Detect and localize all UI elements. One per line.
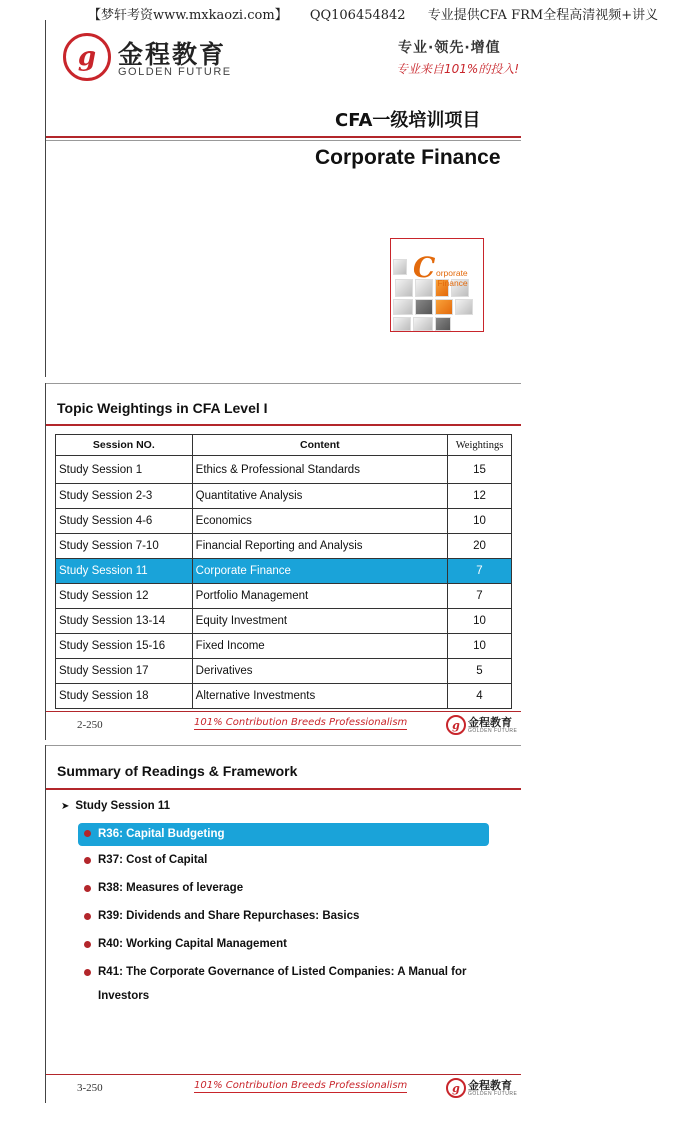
slide3-footer-brand-cn: 金程教育 xyxy=(468,1079,512,1092)
slide2-footer-logo-icon: g xyxy=(446,715,466,735)
session-cell: Study Session 12 xyxy=(56,584,193,609)
slide2-footer-brand-cn: 金程教育 xyxy=(468,716,512,729)
column-header-content: Content xyxy=(192,435,447,456)
column-header-weightings: Weightings xyxy=(448,435,512,456)
table-row xyxy=(56,509,512,534)
list-item: R39: Dividends and Share Repurchases: Basics xyxy=(78,902,489,930)
weight-cell: 7 xyxy=(448,559,512,584)
list-item-highlighted: R36: Capital Budgeting xyxy=(78,823,489,846)
content-cell: Portfolio Management xyxy=(192,584,447,609)
table-row xyxy=(56,684,512,709)
slide1-divider xyxy=(46,136,521,138)
session-cell: Study Session 7-10 xyxy=(56,534,193,559)
slide2-footer-divider xyxy=(46,711,521,712)
content-cell: Derivatives xyxy=(192,659,447,684)
content-cell: Corporate Finance xyxy=(192,559,447,584)
bullet-icon xyxy=(84,830,91,837)
slide3-footer-logo-icon: g xyxy=(446,1078,466,1098)
session-cell: Study Session 11 xyxy=(56,559,193,584)
weight-cell: 4 xyxy=(448,684,512,709)
slide3-page-number: 3-250 xyxy=(77,1082,103,1094)
golden-future-logo-icon: g xyxy=(63,33,111,81)
weight-cell: 15 xyxy=(448,456,512,484)
weight-cell: 20 xyxy=(448,534,512,559)
table-row xyxy=(56,584,512,609)
slide3-title: Summary of Readings & Framework xyxy=(57,763,298,779)
table-row xyxy=(56,659,512,684)
header-site: 【梦轩考资www.mxkaozi.com】 xyxy=(88,8,288,23)
table-header-row xyxy=(56,435,512,456)
weight-cell: 7 xyxy=(448,584,512,609)
session-cell: Study Session 13-14 xyxy=(56,609,193,634)
list-item: R40: Working Capital Management xyxy=(78,930,489,958)
slide2-footer-slogan: 101% Contribution Breeds Professionalism xyxy=(194,717,408,728)
list-item: R37: Cost of Capital xyxy=(78,846,489,874)
session-label: Study Session 11 xyxy=(75,800,170,812)
slide3-left-border xyxy=(45,745,46,1103)
readings-list xyxy=(78,823,489,1008)
topic-weightings-table xyxy=(55,434,512,709)
weight-cell: 10 xyxy=(448,509,512,534)
page-header xyxy=(88,4,676,23)
session-cell: Study Session 17 xyxy=(56,659,193,684)
slide3-footer-divider xyxy=(46,1074,521,1075)
session-cell: Study Session 2-3 xyxy=(56,484,193,509)
content-cell: Equity Investment xyxy=(192,609,447,634)
slide3-top-border xyxy=(46,745,521,746)
arrow-bullet-icon: ➤ xyxy=(61,801,70,812)
content-cell: Economics xyxy=(192,509,447,534)
table-row-highlighted xyxy=(56,559,512,584)
slide2-title-divider xyxy=(46,424,521,426)
bullet-icon xyxy=(84,913,91,920)
table-row xyxy=(56,609,512,634)
session-cell: Study Session 4-6 xyxy=(56,509,193,534)
bullet-icon xyxy=(84,885,91,892)
session-cell: Study Session 1 xyxy=(56,456,193,484)
weight-cell: 10 xyxy=(448,609,512,634)
table-row xyxy=(56,456,512,484)
slide2-top-border xyxy=(46,383,521,384)
session-heading xyxy=(61,800,170,812)
slide2-title: Topic Weightings in CFA Level I xyxy=(57,400,268,416)
table-row xyxy=(56,484,512,509)
cover-letter-c: C xyxy=(413,251,436,284)
main-title: Corporate Finance xyxy=(315,146,501,169)
bullet-icon xyxy=(84,857,91,864)
slide1-divider-thin xyxy=(46,140,521,141)
corporate-finance-cover-image xyxy=(390,238,484,332)
project-title: CFA一级培训项目 xyxy=(335,110,481,131)
content-cell: Ethics & Professional Standards xyxy=(192,456,447,484)
slide2-left-border xyxy=(45,383,46,740)
bullet-icon xyxy=(84,969,91,976)
slide3-footer-brand-en: GOLDEN FUTURE xyxy=(468,1091,518,1097)
slogan-secondary: 专业来自101%的投入! xyxy=(396,62,520,76)
content-cell: Financial Reporting and Analysis xyxy=(192,534,447,559)
content-cell: Alternative Investments xyxy=(192,684,447,709)
table-row xyxy=(56,534,512,559)
column-header-session: Session NO. xyxy=(56,435,193,456)
slogan-primary: 专业·领先·增值 xyxy=(398,40,501,56)
bullet-icon xyxy=(84,941,91,948)
header-service: 专业提供CFA FRM全程高清视频+讲义 xyxy=(427,8,659,23)
table-row xyxy=(56,634,512,659)
slide3-footer-slogan: 101% Contribution Breeds Professionalism xyxy=(194,1080,408,1091)
list-item: R38: Measures of leverage xyxy=(78,874,489,902)
slide2-footer-brand-en: GOLDEN FUTURE xyxy=(468,728,518,734)
content-cell: Fixed Income xyxy=(192,634,447,659)
weight-cell: 10 xyxy=(448,634,512,659)
list-item: R41: The Corporate Governance of Listed Companies: A Manual for xyxy=(78,958,489,986)
session-cell: Study Session 18 xyxy=(56,684,193,709)
brand-name-en: GOLDEN FUTURE xyxy=(118,66,232,78)
header-qq: QQ106454842 xyxy=(309,8,406,23)
slide1-left-border xyxy=(45,20,46,377)
slide2-page-number: 2-250 xyxy=(77,719,103,731)
cover-caption: orporate Finance xyxy=(436,268,468,288)
brand-name-cn: 金程教育 xyxy=(118,40,227,69)
content-cell: Quantitative Analysis xyxy=(192,484,447,509)
slide3-title-divider xyxy=(46,788,521,790)
weight-cell: 5 xyxy=(448,659,512,684)
weight-cell: 12 xyxy=(448,484,512,509)
list-item-continuation: Investors xyxy=(98,990,150,1002)
session-cell: Study Session 15-16 xyxy=(56,634,193,659)
